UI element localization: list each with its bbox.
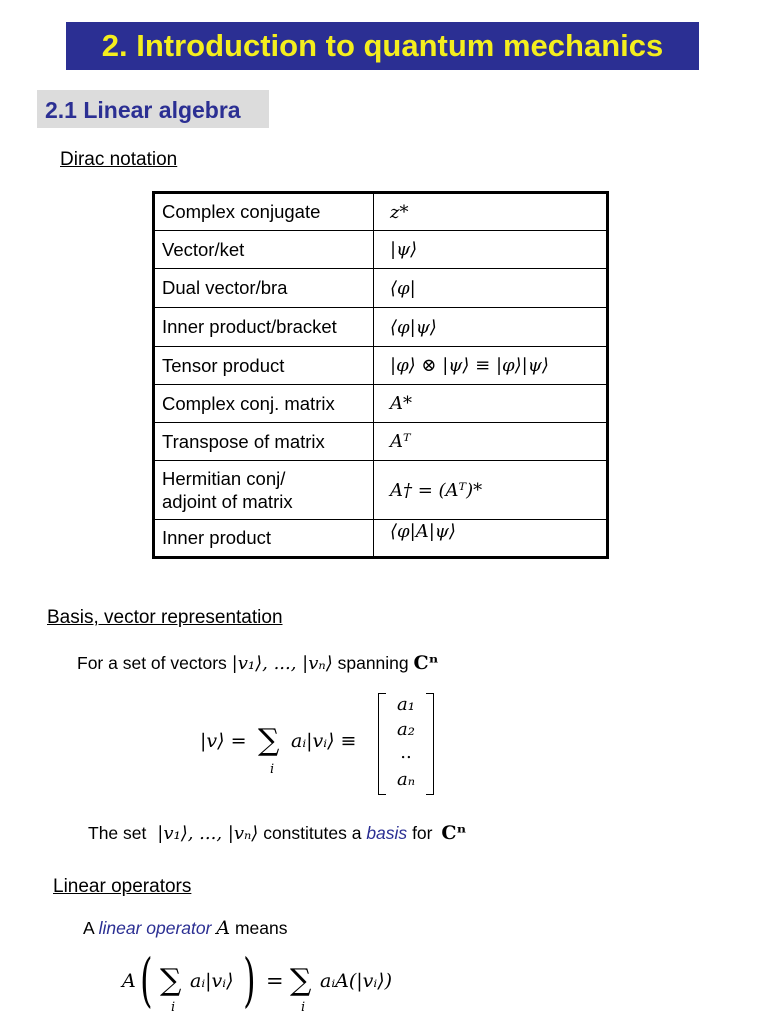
table-row: [154, 461, 608, 520]
table-row: [154, 385, 608, 423]
basis-line2: [88, 822, 466, 845]
notation-name: Transpose of matrix: [154, 423, 374, 461]
notation-name-line1: Hermitian conj/: [162, 468, 286, 489]
matrix-entry: a₁: [397, 694, 415, 715]
operator-symbol: A: [216, 917, 231, 939]
linear-operator-term: linear operator: [98, 918, 212, 938]
sum-index: i: [301, 1000, 306, 1015]
operators-line-pre: A: [83, 918, 94, 938]
basis-term: basis: [366, 823, 408, 843]
notation-symbol: ⟨φ|A|ψ⟩: [374, 520, 608, 558]
notation-name: Complex conj. matrix: [154, 385, 374, 423]
matrix-entry: a₂: [397, 719, 415, 740]
sum-index: i: [270, 762, 275, 777]
basis-line2-for: for: [412, 823, 433, 843]
basis-heading: Basis, vector representation: [47, 607, 283, 628]
table-row: [154, 347, 608, 385]
matrix-entry: aₙ: [396, 769, 416, 790]
notation-symbol: |ψ⟩: [374, 231, 608, 269]
eq-op-inner: aᵢ|vᵢ⟩: [190, 970, 234, 992]
notation-name: Vector/ket: [154, 231, 374, 269]
basis-vectors-math: |v₁⟩, ..., |vₙ⟩: [231, 653, 333, 674]
basis-line1: [77, 652, 439, 675]
basis-line2-text: The set: [88, 823, 147, 843]
table-row: [154, 269, 608, 308]
eq-lhs: |v⟩ =: [200, 730, 247, 752]
basis-line1-text: For a set of vectors: [77, 653, 227, 673]
notation-name: [154, 461, 374, 520]
notation-name: Dual vector/bra: [154, 269, 374, 308]
notation-symbol: Aᵀ: [374, 423, 608, 461]
sum-index: i: [171, 1000, 176, 1015]
operators-line: [83, 917, 287, 939]
dirac-heading: Dirac notation: [60, 149, 178, 170]
dirac-table: [152, 191, 609, 559]
notation-symbol: |φ⟩ ⊗ |ψ⟩ ≡ |φ⟩|ψ⟩: [374, 347, 608, 385]
notation-symbol: z*: [374, 193, 608, 231]
operators-heading: Linear operators: [53, 876, 192, 897]
notation-symbol: ⟨φ|ψ⟩: [374, 308, 608, 347]
notation-symbol: A*: [374, 385, 608, 423]
complex-space-math: Cⁿ: [413, 652, 439, 674]
matrix-right-bracket: [426, 693, 434, 795]
notation-name: Tensor product: [154, 347, 374, 385]
operators-line-post: means: [234, 918, 288, 938]
section-title: 2.1 Linear algebra: [45, 97, 241, 123]
table-row: [154, 423, 608, 461]
eq-op-rhs: aᵢA(|vᵢ⟩): [320, 970, 393, 992]
eq-right-paren: ): [243, 946, 256, 1014]
sum-symbol: ∑: [290, 963, 312, 998]
table-row: [154, 231, 608, 269]
table-row: [154, 193, 608, 231]
basis-line1-mid: spanning: [337, 653, 409, 673]
table-row: [154, 520, 608, 558]
sum-symbol: ∑: [258, 723, 280, 758]
eq-op-equals: =: [266, 969, 284, 993]
table-row: [154, 308, 608, 347]
matrix-entry: ..: [400, 742, 412, 763]
basis-set-math: |v₁⟩, ..., |vₙ⟩: [157, 823, 259, 844]
notation-name: Inner product/bracket: [154, 308, 374, 347]
eq-op-A: A: [122, 970, 136, 992]
complex-space-math: Cⁿ: [441, 822, 467, 844]
notation-name-line2: adjoint of matrix: [162, 491, 293, 512]
eq-left-paren: (: [140, 946, 153, 1014]
sum-symbol: ∑: [160, 963, 182, 998]
page-title: 2. Introduction to quantum mechanics: [101, 28, 664, 63]
matrix-left-bracket: [378, 693, 386, 795]
notation-name: Complex conjugate: [154, 193, 374, 231]
eq-terms: aᵢ|vᵢ⟩ ≡: [291, 730, 357, 752]
notation-name: Inner product: [154, 520, 374, 558]
notation-symbol: A† = (Aᵀ)*: [374, 461, 608, 520]
notation-symbol: ⟨φ|: [374, 269, 608, 308]
basis-line2-mid: constitutes a: [263, 823, 362, 843]
